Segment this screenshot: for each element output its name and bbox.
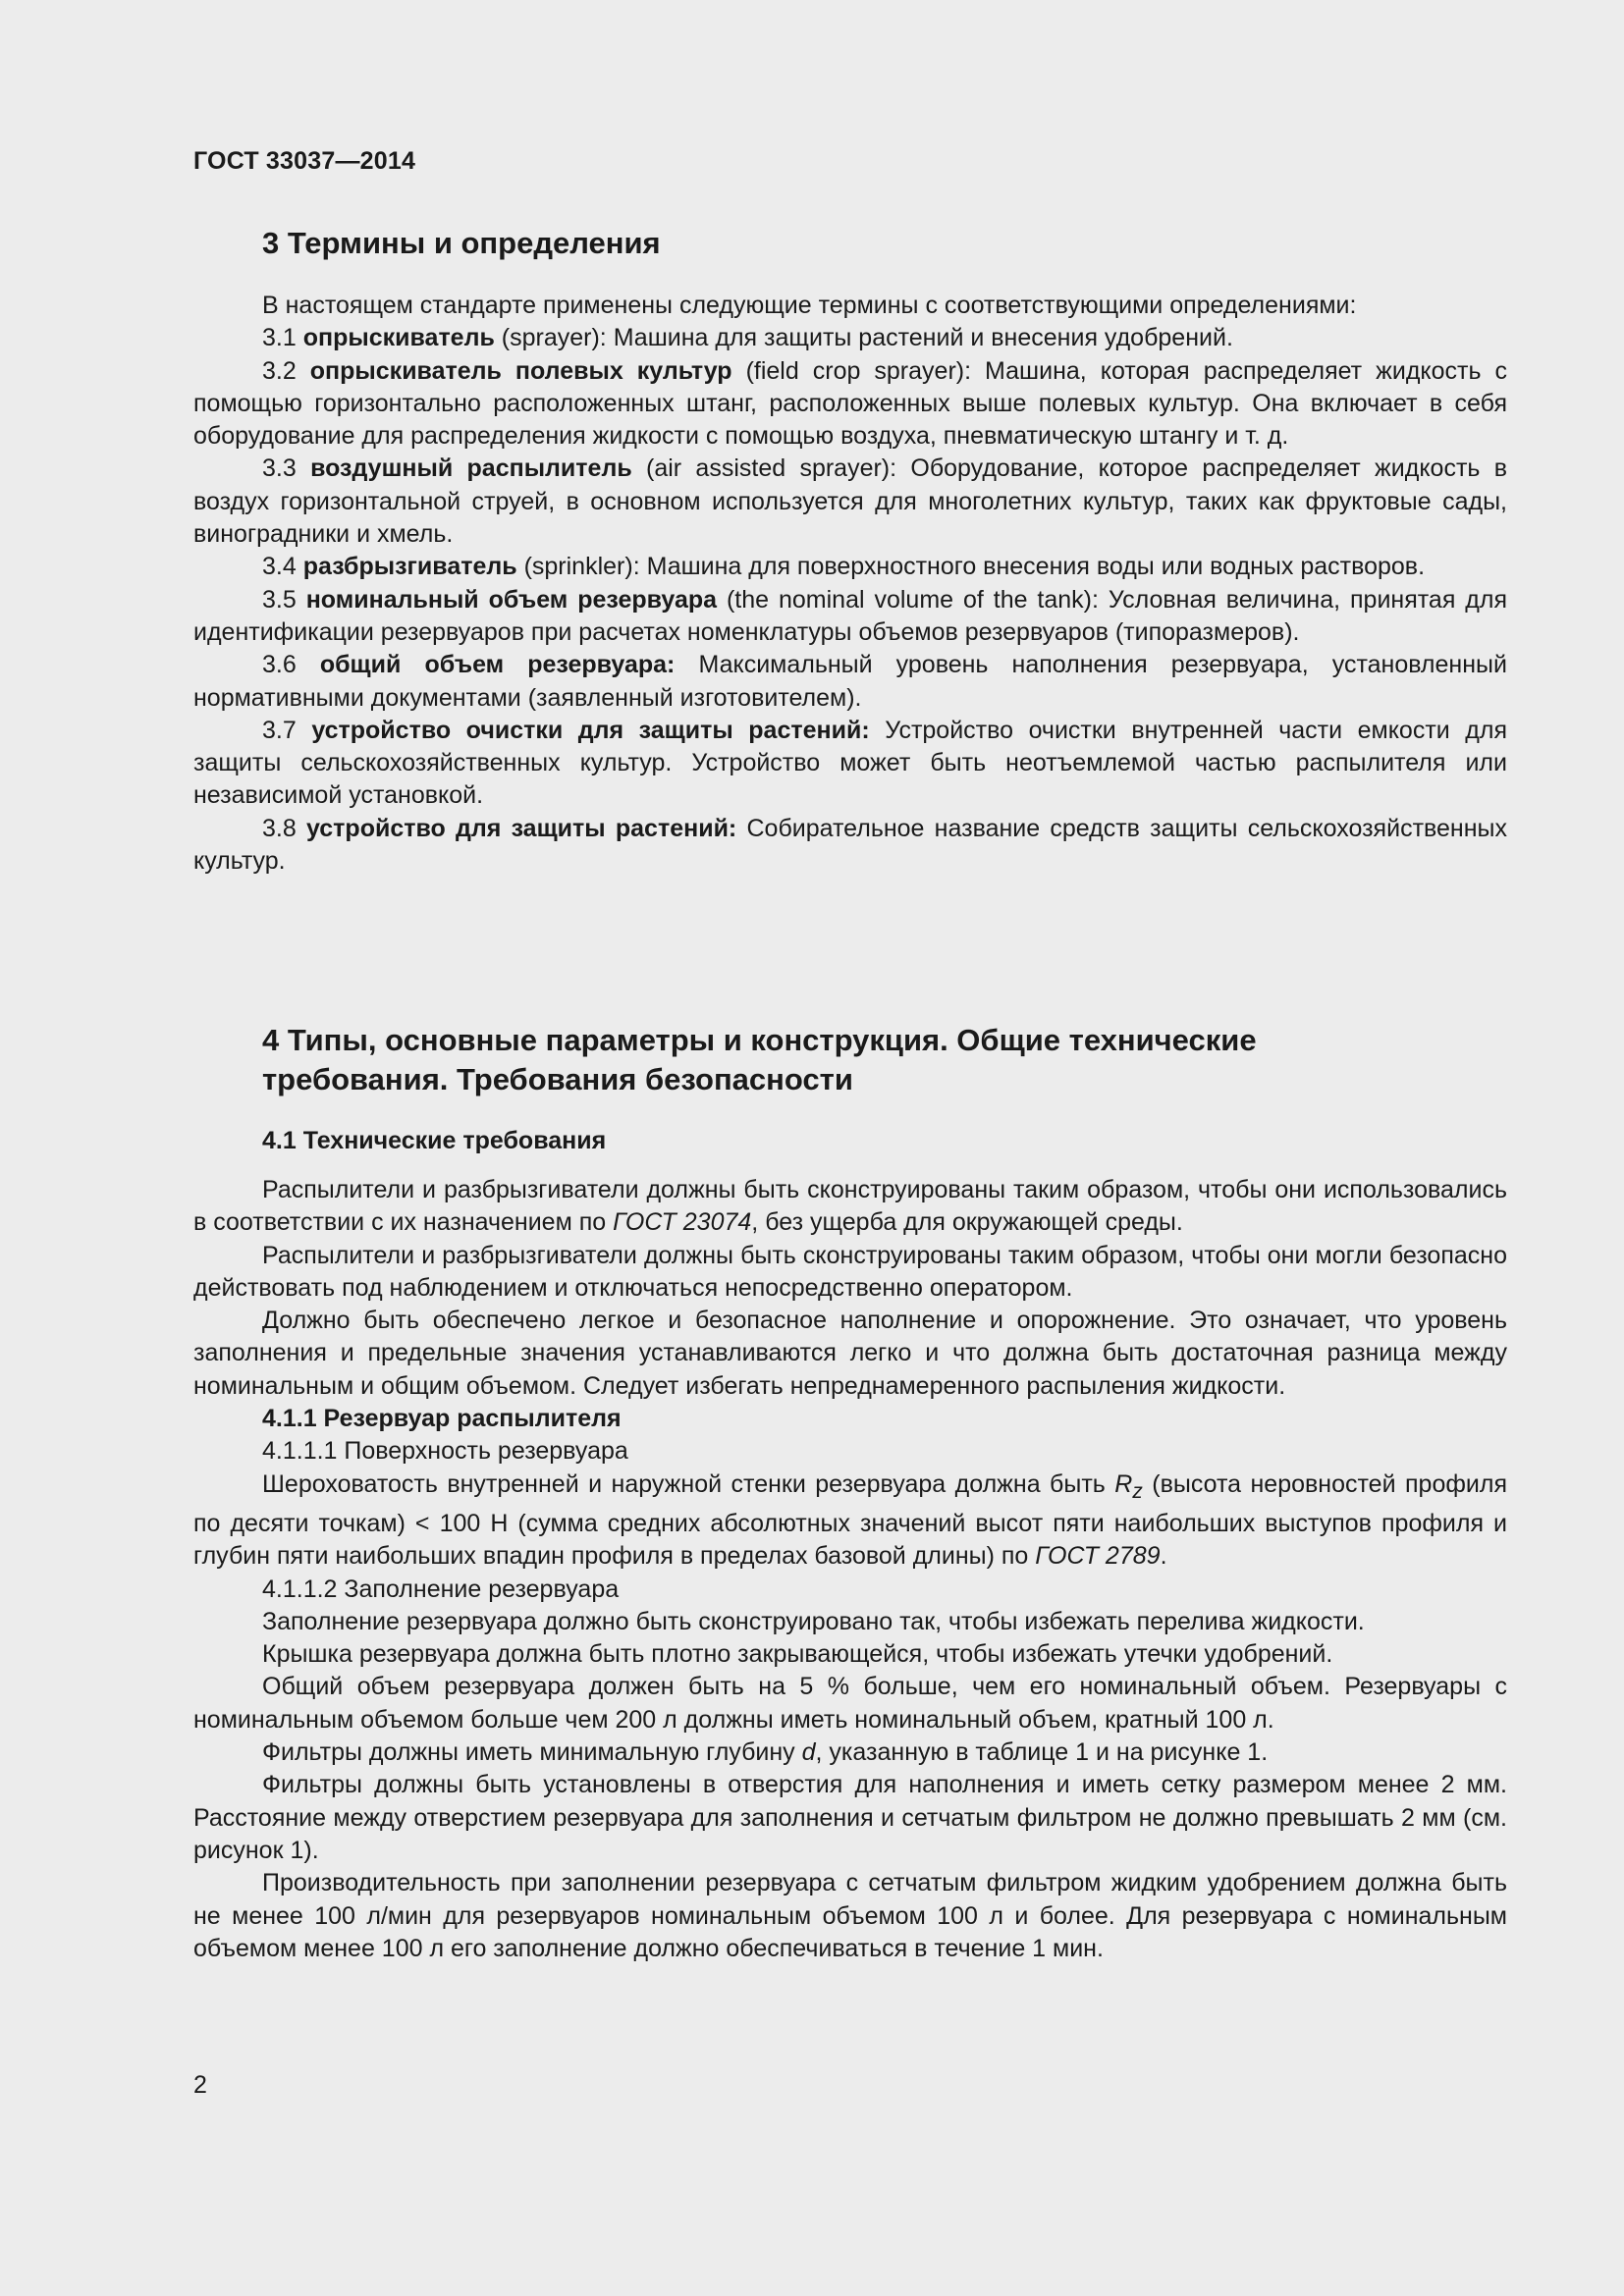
term-3-1: 3.1 опрыскиватель (sprayer): Машина для защиты растений и внесения удобрений. — [262, 324, 1233, 352]
paragraph: Производительность при заполнении резервуара с сетчатым фильтром жидким удобрением должна быть не менее 100 л/мин для резервуаров номинальным объемом 100 л и более. Для резервуара с номинальным объемом менее 100 л его заполнение должно обеспечиваться в течение 1 мин. — [193, 1869, 1507, 1962]
term-3-5: 3.5 номинальный объем резервуара (the nominal volume of the tank): Условная величина, принятая для идентификации резервуаров при расчетах номенклатуры объемов резервуаров (типоразмеров). — [193, 585, 1508, 646]
paragraph: Фильтры должны иметь минимальную глубину d, указанную в таблице 1 и на рисунке 1. — [262, 1738, 1269, 1767]
paragraph: Общий объем резервуара должен быть на 5 % больше, чем его номинальный объем. Резервуары с номинальным объемом больше чем 200 л должны иметь номинальный объем, кратный 100 л. — [193, 1673, 1507, 1734]
subsection-4-1-1-2-title: 4.1.1.2 Заполнение резервуара — [262, 1575, 620, 1603]
paragraph: Заполнение резервуара должно быть сконструировано так, чтобы избежать перелива жидкости. — [262, 1607, 1365, 1635]
subsection-4-1-1-title: 4.1.1 Резервуар распылителя — [262, 1405, 622, 1433]
paragraph: Фильтры должны быть установлены в отверстия для наполнения и иметь сетку размером менее 2 мм. Расстояние между отверстием резервуара для заполнения и сетчатым фильтром не должно превышать 2 мм (см. рисунок 1). — [193, 1771, 1507, 1864]
term-3-2: 3.2 опрыскиватель полевых культур (field crop sprayer): Машина, которая распределяет жидкость с помощью горизонтально расположенных штанг, расположенных выше полевых культур. Она включает в себя оборудование для распределения жидкости с помощью воздуха, пневматическую штангу и т. д. — [193, 356, 1508, 451]
section-3-title: 3 Термины и определения — [262, 226, 661, 260]
paragraph: Крышка резервуара должна быть плотно закрывающейся, чтобы избежать утечки удобрений. — [262, 1640, 1333, 1669]
paragraph: Распылители и разбрызгиватели должны быть сконструированы таким образом, чтобы они могли безопасно действовать под наблюдением и отключаться непосредственно оператором. — [193, 1241, 1507, 1302]
subsection-4-1-title: 4.1 Технические требования — [262, 1127, 607, 1154]
standard-reference: ГОСТ 2789 — [1035, 1542, 1161, 1571]
section-4-body — [193, 1174, 1507, 1965]
term-3-7: 3.7 устройство очистки для защиты растений: Устройство очистки внутренней части емкости для защиты сельскохозяйственных культур. Устройство может быть неотъемлемой частью распылителя или независимой установкой. — [193, 716, 1507, 810]
paragraph: Распылители и разбрызгиватели должны быть сконструированы таким образом, чтобы они использовались в соответствии с их назначением по ГОСТ 23074, без ущерба для окружающей среды. — [193, 1176, 1507, 1237]
term-3-6: 3.6 общий объем резервуара: Максимальный уровень наполнения резервуара, установленный нормативными документами (заявленный изготовителем). — [193, 651, 1507, 712]
term-3-8: 3.8 устройство для защиты растений: Собирательное название средств защиты сельскохозяйственных культур. — [193, 814, 1507, 876]
paragraph: Должно быть обеспечено легкое и безопасное наполнение и опорожнение. Это означает, что уровень заполнения и предельные значения устанавливаются легко и что должна быть достаточная разница между номинальным и общим объемом. Следует избегать непреднамеренного распыления жидкости. — [193, 1307, 1507, 1400]
term-3-4: 3.4 разбрызгиватель (sprinkler): Машина для поверхностного внесения воды или водных растворов. — [262, 553, 1426, 581]
section-3-body — [193, 290, 1507, 878]
standard-reference: ГОСТ 23074 — [613, 1208, 752, 1237]
section-3-intro: В настоящем стандарте применены следующие термины с соответствующими определениями: — [262, 292, 1357, 319]
section-4-title: 4 Типы, основные параметры и конструкция. Общие технические требования. Требования безопасности — [262, 1023, 1257, 1096]
document-code: ГОСТ 33037—2014 — [193, 147, 416, 175]
term-3-3: 3.3 воздушный распылитель (air assisted sprayer): Оборудование, которое распределяет жидкость в воздух горизонтальной струей, в основном используется для многолетних культур, таких как фруктовые сады, виноградники и хмель. — [193, 454, 1507, 549]
paragraph: Шероховатость внутренней и наружной стенки резервуара должна быть $R_z$ (высота неровностей профиля по десяти точкам) < 100 Н (сумма средних абсолютных значений высот пяти наибольших выступов профиля и глубин пяти наибольших впадин профиля в пределах базовой длины) по ГОСТ 2789. — [193, 1469, 1507, 1571]
subsection-4-1-1-1-title: 4.1.1.1 Поверхность резервуара — [262, 1437, 628, 1466]
page-number: 2 — [193, 2071, 207, 2099]
